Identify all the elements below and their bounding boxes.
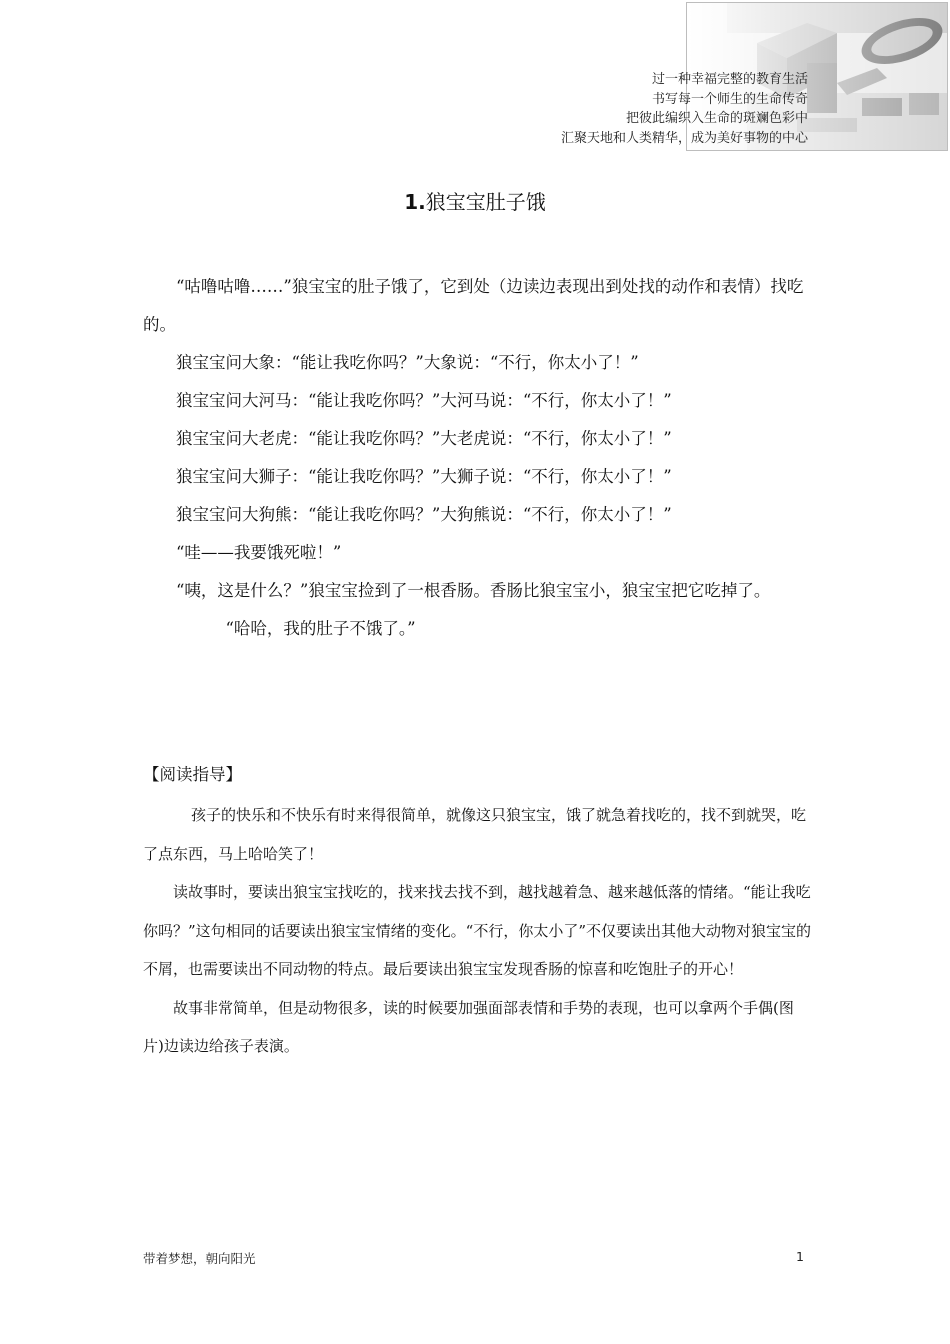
title-number: 1. [404, 190, 426, 214]
motto-line: 书写每一个师生的生命传奇 [651, 91, 808, 107]
story-paragraph: “咦，这是什么？”狼宝宝捡到了一根香肠。香肠比狼宝宝小，狼宝宝把它吃掉了。 [176, 581, 771, 600]
guide-heading: 【阅读指导】 [143, 765, 242, 784]
guide-body [143, 796, 811, 1066]
guide-paragraph: 读故事时，要读出狼宝宝找吃的，找来找去找不到，越找越着急、越来越低落的情绪。“能让我吃你吗？”这句相同的话要读出狼宝宝情绪的变化。“不行，你太小了”不仅要读出其他大动物对狼宝宝的不屑，也需要读出不同动物的特点。最后要读出狼宝宝发现香肠的惊喜和吃饱肚子的开心！ [143, 883, 812, 978]
motto-line: 把彼此编织入生命的斑斓色彩中 [625, 111, 808, 126]
page-title [0, 186, 950, 215]
story-paragraph: 狼宝宝问大老虎：“能让我吃你吗？”大老虎说：“不行，你太小了！” [176, 429, 672, 448]
story-paragraph: 狼宝宝问大河马：“能让我吃你吗？”大河马说：“不行，你太小了！” [176, 391, 672, 410]
story-paragraph: “咕噜咕噜……”狼宝宝的肚子饿了，它到处（边读边表现出到处找的动作和表情）找吃的。 [143, 277, 804, 334]
story-paragraph: 狼宝宝问大狮子：“能让我吃你吗？”大狮子说：“不行，你太小了！” [176, 467, 672, 486]
page-number: 1 [796, 1249, 804, 1264]
title-text: 狼宝宝肚子饿 [425, 190, 546, 214]
header-motto [561, 70, 808, 148]
guide-paragraph: 孩子的快乐和不快乐有时来得很简单，就像这只狼宝宝，饿了就急着找吃的，找不到就哭，吃了点东西，马上哈哈笑了！ [143, 806, 807, 863]
story-paragraph: 狼宝宝问大象：“能让我吃你吗？”大象说：“不行，你太小了！” [176, 353, 639, 372]
story-body [143, 268, 811, 648]
story-paragraph: “哈哈，我的肚子不饿了。” [225, 619, 416, 638]
motto-line: 汇聚天地和人类精华，成为美好事物的中心 [560, 130, 808, 146]
footer-slogan: 带着梦想，朝向阳光 [143, 1251, 256, 1266]
story-paragraph: 狼宝宝问大狗熊：“能让我吃你吗？”大狗熊说：“不行，你太小了！” [176, 505, 672, 524]
guide-paragraph: 故事非常简单，但是动物很多，读的时候要加强面部表情和手势的表现，也可以拿两个手偶(图片)边读边给孩子表演。 [143, 998, 794, 1055]
story-paragraph: “哇——我要饿死啦！” [176, 543, 342, 562]
motto-line: 过一种幸福完整的教育生活 [651, 72, 808, 87]
